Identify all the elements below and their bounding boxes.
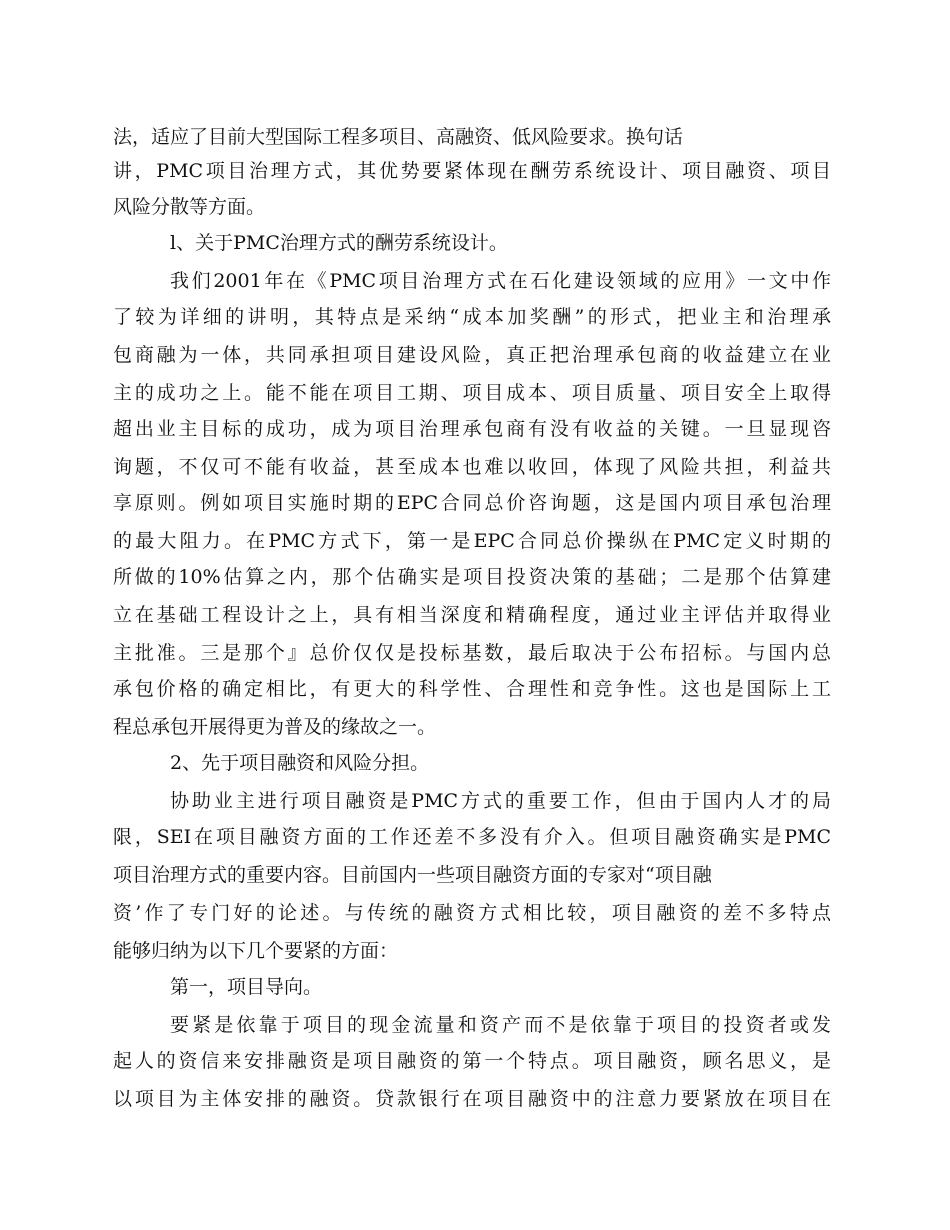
text-line: 的最大阻力。在PMC方式下，第一是EPC合同总价操纵在PMC定义时期的 xyxy=(113,530,831,552)
text-line: 询题，不仅可不能有收益，甚至成本也难以收回，体现了风险共担，利益共 xyxy=(113,456,831,478)
text-line: 以项目为主体安排的融资。贷款银行在项目融资中的注意力要紧放在项目在 xyxy=(113,1088,831,1110)
text-line: 协助业主进行项目融资是PMC方式的重要工作，但由于国内人才的局 xyxy=(170,790,831,812)
text-line: 主的成功之上。能不能在项目工期、项目成本、项目质量、项目安全上取得 xyxy=(113,382,831,404)
text-line: 包商融为一体，共同承担项目建设风险，真正把治理承包商的收益建立在业 xyxy=(113,344,831,366)
text-line: 承包价格的确定相比，有更大的科学性、合理性和竞争性。这也是国际上工 xyxy=(113,678,831,700)
subheading: 第一，项目导向。 xyxy=(170,976,323,998)
text-line: 资’作了专门好的论述。与传统的融资方式相比较，项目融资的差不多特点 xyxy=(113,902,831,924)
text-line: 超出业主目标的成功，成为项目治理承包商有没有收益的关键。一旦显现咨 xyxy=(113,418,831,440)
text-line: 主批准。三是那个』总价仅仅是投标基数，最后取决于公布招标。与国内总 xyxy=(113,642,831,664)
text-line: 风险分散等方面。 xyxy=(113,196,266,218)
text-line: 能够归纳为以下几个要紧的方面： xyxy=(113,940,399,962)
text-line: 讲，PMC项目治理方式，其优势要紧体现在酬劳系统设计、项目融资、项目 xyxy=(113,160,831,182)
text-line: 享原则。例如项目实施时期的EPC合同总价咨询题，这是国内项目承包治理 xyxy=(113,492,831,514)
section-heading: l、关于PMC治理方式的酬劳系统设计。 xyxy=(170,232,508,254)
text-line: 立在基础工程设计之上，具有相当深度和精确程度，通过业主评估并取得业 xyxy=(113,604,831,626)
text-line: 程总承包开展得更为普及的缘故之一。 xyxy=(113,716,437,738)
text-line: 要紧是依靠于项目的现金流量和资产而不是依靠于项目的投资者或发 xyxy=(170,1014,831,1036)
text-line: 了较为详细的讲明，其特点是采纳“成本加奖酬”的形式，把业主和治理承 xyxy=(113,306,831,328)
section-heading: 2、先于项目融资和风险分担。 xyxy=(170,752,430,774)
text-line: 限，SEI在项目融资方面的工作还差不多没有介入。但项目融资确实是PMC xyxy=(113,826,831,848)
text-line: 项目治理方式的重要内容。目前国内一些项目融资方面的专家对“项目融 xyxy=(113,864,712,886)
text-line: 所做的10%估算之内，那个估确实是项目投资决策的基础；二是那个估算建 xyxy=(113,566,831,588)
text-line: 法，适应了目前大型国际工程多项目、高融资、低风险要求。换句话 xyxy=(113,126,684,148)
text-line: 起人的资信来安排融资是项目融资的第一个特点。项目融资，顾名思义，是 xyxy=(113,1050,831,1072)
text-line: 我们2001年在《PMC项目治理方式在石化建设领域的应用》一文中作 xyxy=(170,270,831,292)
